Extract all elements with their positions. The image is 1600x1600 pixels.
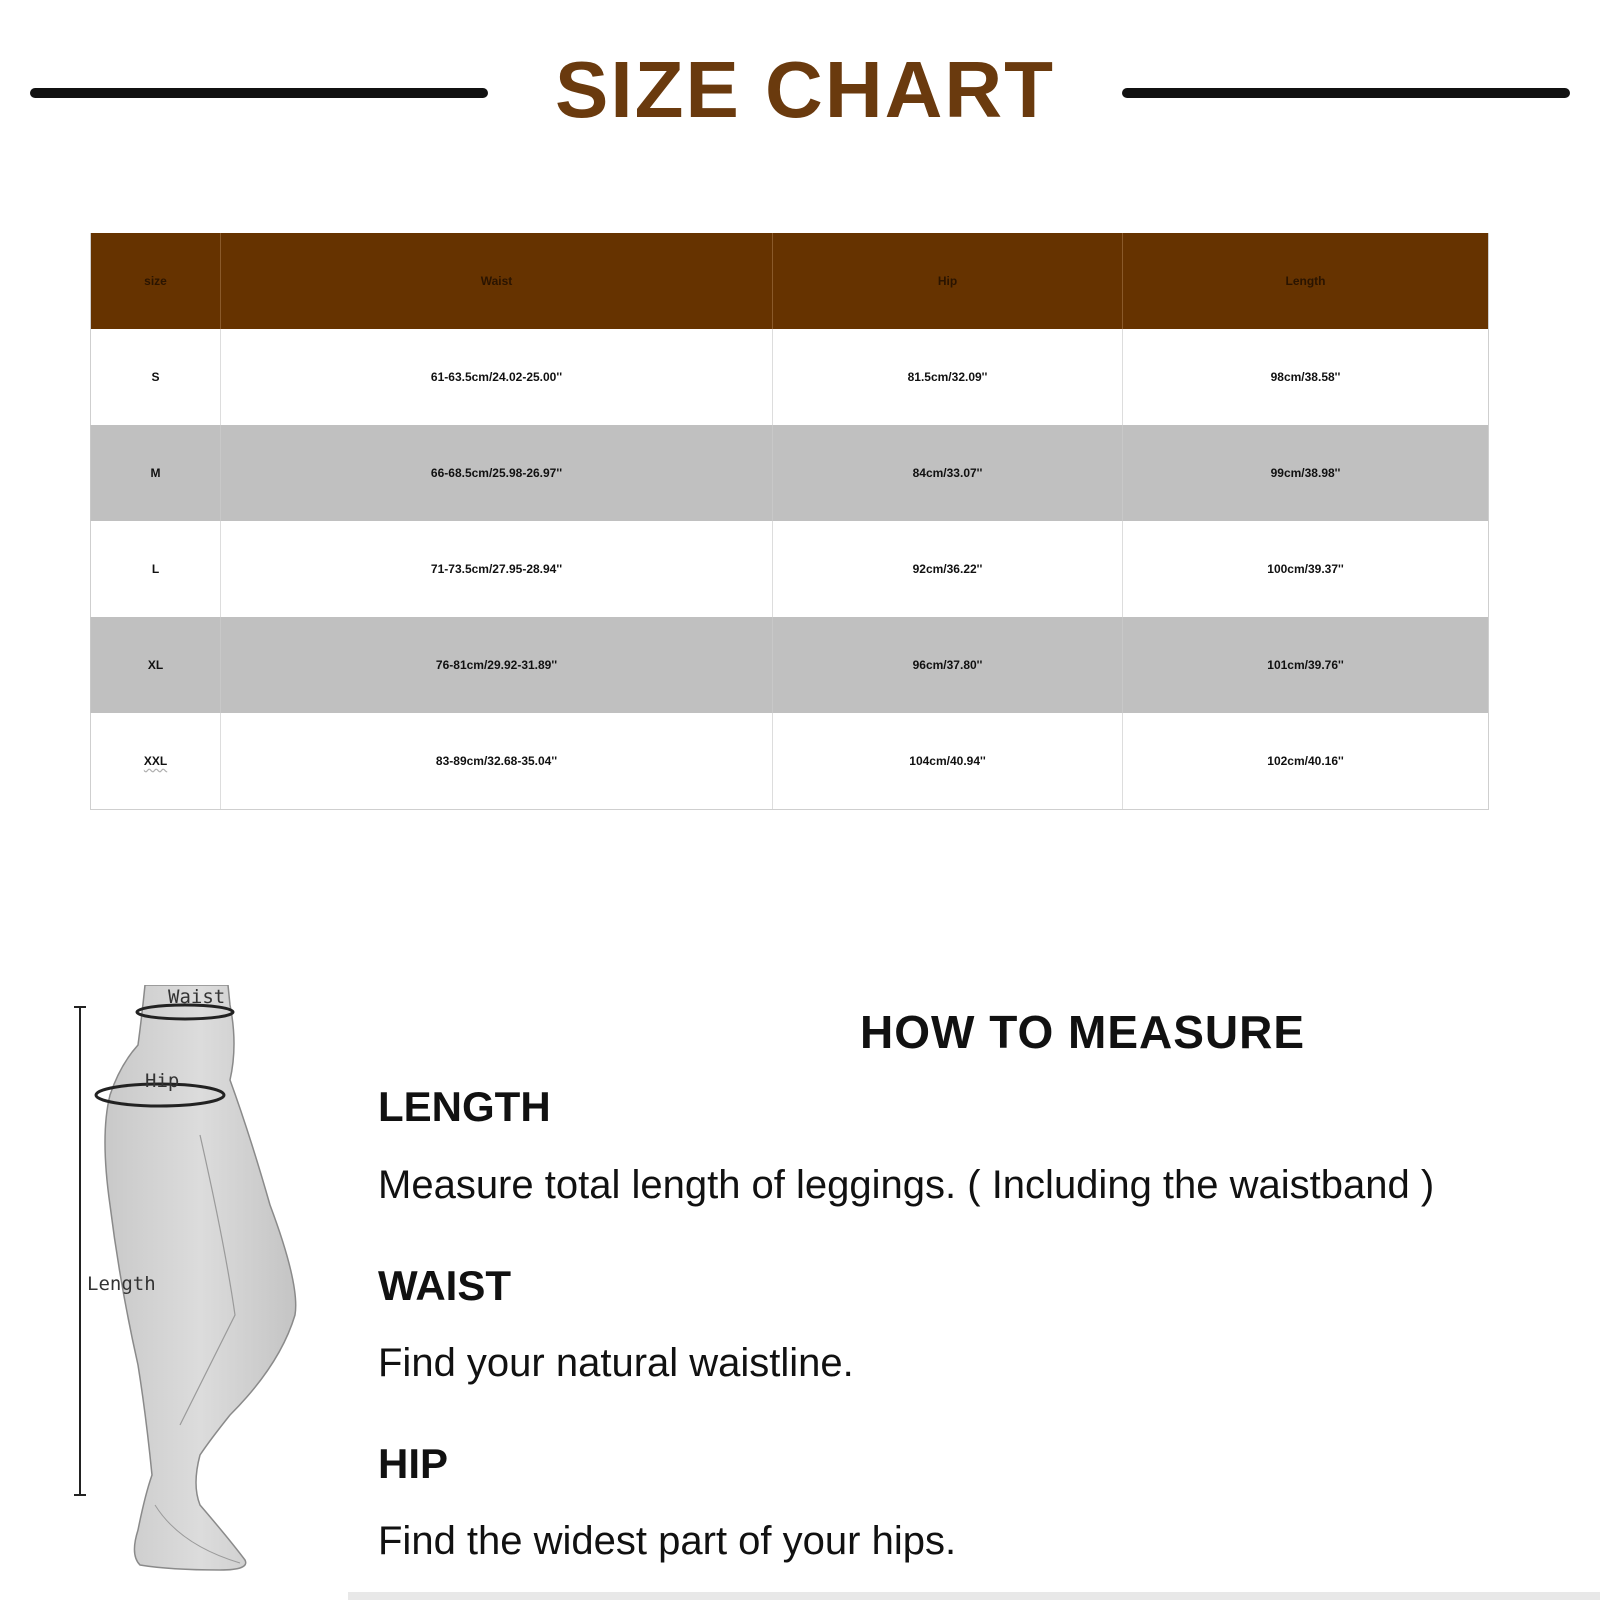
table-row [91, 521, 1489, 617]
cell-hip: 104cm/40.94'' [773, 713, 1123, 810]
cell-size: M [91, 425, 221, 521]
bottom-divider [348, 1592, 1600, 1600]
section-text-hip: Find the widest part of your hips. [378, 1519, 957, 1563]
table-row [91, 425, 1489, 521]
cell-waist: 71-73.5cm/27.95-28.94'' [221, 521, 773, 617]
cell-length: 98cm/38.58'' [1123, 329, 1489, 425]
cell-waist: 83-89cm/32.68-35.04'' [221, 713, 773, 810]
cell-waist: 76-81cm/29.92-31.89'' [221, 617, 773, 713]
cell-waist: 61-63.5cm/24.02-25.00'' [221, 329, 773, 425]
page-title: SIZE CHART [555, 45, 1055, 134]
section-heading-length: LENGTH [378, 1083, 551, 1130]
cell-hip: 96cm/37.80'' [773, 617, 1123, 713]
section-text-waist: Find your natural waistline. [378, 1341, 854, 1385]
cell-hip: 81.5cm/32.09'' [773, 329, 1123, 425]
cell-size [91, 713, 221, 810]
cell-length: 100cm/39.37'' [1123, 521, 1489, 617]
section-heading-waist: WAIST [378, 1262, 511, 1309]
figure-label-waist: Waist [168, 986, 226, 1008]
size-table-container [90, 233, 1488, 810]
table-header-row [91, 233, 1489, 329]
cell-size: S [91, 329, 221, 425]
header-length: Length [1123, 233, 1489, 329]
cell-size: L [91, 521, 221, 617]
figure-label-hip: Hip [145, 1070, 180, 1092]
table-row [91, 617, 1489, 713]
table-row [91, 713, 1489, 810]
size-table [90, 233, 1489, 810]
cell-length: 99cm/38.98'' [1123, 425, 1489, 521]
leggings-figure-illustration [60, 985, 330, 1600]
how-to-measure-title: HOW TO MEASURE [860, 1006, 1306, 1058]
table-row [91, 329, 1489, 425]
header-waist: Waist [221, 233, 773, 329]
cell-length: 101cm/39.76'' [1123, 617, 1489, 713]
header-hip: Hip [773, 233, 1123, 329]
cell-hip: 84cm/33.07'' [773, 425, 1123, 521]
title-rule-left [30, 88, 488, 98]
section-text-length: Measure total length of leggings. ( Including the waistband ) [378, 1163, 1435, 1207]
cell-length: 102cm/40.16'' [1123, 713, 1489, 810]
cell-hip: 92cm/36.22'' [773, 521, 1123, 617]
figure-label-length: Length [87, 1273, 156, 1295]
cell-waist: 66-68.5cm/25.98-26.97'' [221, 425, 773, 521]
title-rule-right [1122, 88, 1570, 98]
section-heading-hip: HIP [378, 1440, 449, 1487]
cell-size-text: XXL [143, 754, 168, 768]
header-size: size [91, 233, 221, 329]
cell-size: XL [91, 617, 221, 713]
